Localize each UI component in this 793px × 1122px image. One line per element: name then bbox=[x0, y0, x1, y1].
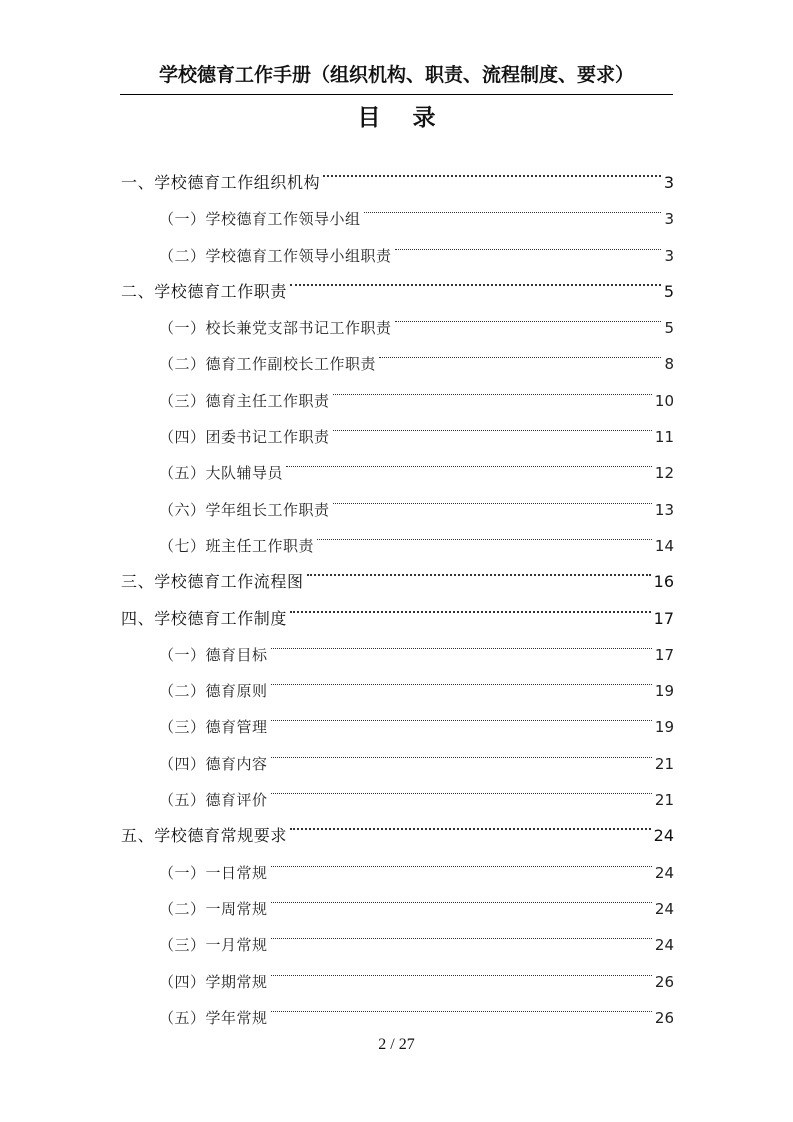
toc-dot-leader bbox=[290, 261, 661, 297]
toc-entry-label: 三、学校德育工作流程图 bbox=[121, 572, 304, 592]
toc-entry-label: （四）德育内容 bbox=[159, 754, 268, 773]
toc-dot-leader bbox=[379, 333, 661, 369]
toc-page-number: 24 bbox=[654, 863, 674, 882]
toc-page-number: 16 bbox=[653, 572, 674, 592]
toc-entry-label: 五、学校德育常规要求 bbox=[121, 826, 288, 846]
toc-page-number: 24 bbox=[654, 899, 674, 918]
toc-page-number: 3 bbox=[664, 246, 674, 265]
toc-entry-label: （五）学年常规 bbox=[159, 1008, 268, 1027]
toc-dot-leader bbox=[333, 370, 652, 406]
toc-entry-label: （三）德育管理 bbox=[159, 718, 268, 737]
toc-page-number: 26 bbox=[654, 1008, 674, 1027]
toc-page-number: 11 bbox=[654, 428, 674, 447]
toc-dot-leader bbox=[286, 442, 652, 478]
toc-page-number: 17 bbox=[654, 645, 674, 664]
toc-entry-label: （六）学年组长工作职责 bbox=[159, 500, 330, 519]
toc-dot-leader bbox=[271, 696, 652, 732]
toc-entry-label: （二）学校德育工作领导小组职责 bbox=[159, 246, 392, 265]
toc-dot-leader bbox=[271, 660, 652, 696]
toc-page-number: 10 bbox=[654, 391, 674, 410]
toc-entry-label: 二、学校德育工作职责 bbox=[121, 281, 288, 301]
toc-entry-label: （一）学校德育工作领导小组 bbox=[159, 210, 361, 229]
toc-dot-leader bbox=[271, 914, 652, 950]
toc-page-number: 19 bbox=[654, 718, 674, 737]
toc-entry-label: （七）班主任工作职责 bbox=[159, 536, 315, 555]
toc-entry-label: （五）大队辅导员 bbox=[159, 464, 284, 483]
toc-page-number: 21 bbox=[654, 754, 674, 773]
toc-dot-leader bbox=[364, 188, 662, 224]
toc-dot-leader bbox=[271, 842, 652, 878]
toc-page-number: 19 bbox=[654, 682, 674, 701]
toc-dot-leader bbox=[323, 152, 661, 188]
toc-dot-leader bbox=[271, 878, 652, 914]
toc-entry-label: （五）德育评价 bbox=[159, 791, 268, 810]
toc-dot-leader bbox=[333, 406, 652, 442]
toc-dot-leader bbox=[271, 769, 652, 805]
toc-dot-leader bbox=[271, 733, 652, 769]
toc-entry-label: （二）德育工作副校长工作职责 bbox=[159, 355, 377, 374]
toc-dot-leader bbox=[271, 624, 652, 660]
toc-page-number: 8 bbox=[664, 355, 674, 374]
toc-entry-label: （二）德育原则 bbox=[159, 682, 268, 701]
toc-dot-leader bbox=[271, 951, 652, 987]
toc-heading: 目 录 bbox=[357, 105, 448, 131]
page-number-footer: 2 / 27 bbox=[378, 1036, 415, 1053]
toc-page-number: 5 bbox=[663, 281, 674, 301]
toc-page-number: 3 bbox=[663, 173, 674, 192]
toc-dot-leader bbox=[290, 805, 651, 841]
toc-page-number: 3 bbox=[664, 210, 674, 229]
toc-entry-label: （四）团委书记工作职责 bbox=[159, 428, 330, 447]
toc-dot-leader bbox=[307, 551, 651, 587]
toc-entry-label: （三）德育主任工作职责 bbox=[159, 391, 330, 410]
toc-section-entry[interactable] bbox=[121, 152, 674, 192]
toc-page-number: 17 bbox=[653, 608, 674, 628]
toc-page-number: 24 bbox=[653, 826, 674, 846]
toc-dot-leader bbox=[290, 588, 651, 624]
toc-entry-label: （一）德育目标 bbox=[159, 645, 268, 664]
toc-entry-label: （三）一月常规 bbox=[159, 936, 268, 955]
toc-entry-label: 四、学校德育工作制度 bbox=[121, 608, 288, 628]
toc-page-number: 21 bbox=[654, 791, 674, 810]
toc-entry-label: （二）一周常规 bbox=[159, 899, 268, 918]
toc-page-number: 24 bbox=[654, 936, 674, 955]
table-of-contents bbox=[121, 152, 674, 1027]
toc-entry-label: （一）一日常规 bbox=[159, 863, 268, 882]
toc-entry-label: （四）学期常规 bbox=[159, 972, 268, 991]
header-divider bbox=[120, 94, 673, 95]
toc-page-number: 26 bbox=[654, 972, 674, 991]
toc-dot-leader bbox=[395, 297, 662, 333]
toc-page-number: 12 bbox=[654, 464, 674, 483]
toc-entry-label: 一、学校德育工作组织机构 bbox=[121, 173, 321, 192]
toc-page-number: 5 bbox=[664, 319, 674, 338]
toc-dot-leader bbox=[271, 987, 652, 1023]
toc-entry-label: （一）校长兼党支部书记工作职责 bbox=[159, 319, 392, 338]
document-header-title: 学校德育工作手册（组织机构、职责、流程制度、要求） bbox=[158, 64, 634, 86]
toc-dot-leader bbox=[395, 225, 662, 261]
toc-page-number: 14 bbox=[654, 536, 674, 555]
toc-dot-leader bbox=[317, 515, 652, 551]
toc-page-number: 13 bbox=[654, 500, 674, 519]
toc-dot-leader bbox=[333, 479, 652, 515]
